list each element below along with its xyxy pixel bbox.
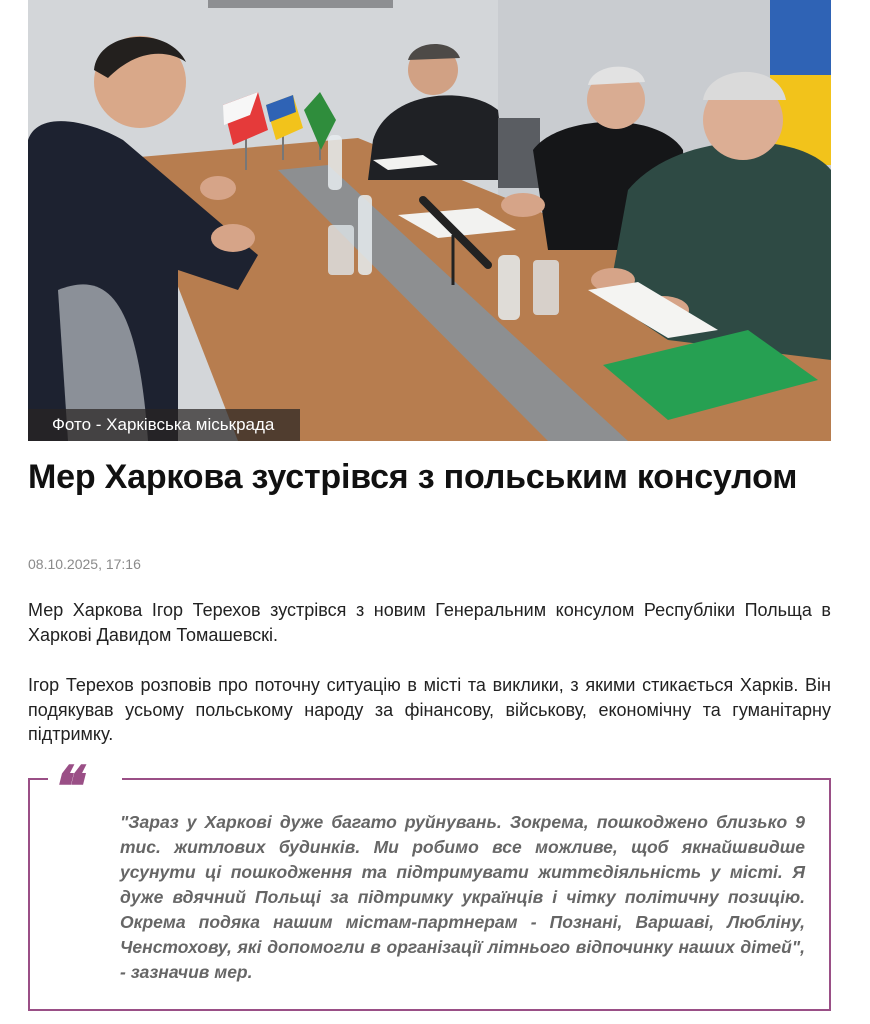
photo-caption: Фото - Харківська міськрада [28, 409, 300, 441]
article-photo [28, 0, 831, 441]
article-paragraph: Мер Харкова Ігор Терехов зустрівся з новим Генеральним консулом Республіки Польща в Харкові Давидом Томашевскі. [28, 600, 831, 645]
meeting-photo-illustration [28, 0, 831, 441]
article-title: Мер Харкова зустрівся з польським консулом [28, 458, 798, 496]
blockquote [28, 757, 831, 1011]
quote-icon: ❝ [50, 757, 81, 819]
article-paragraph: Ігор Терехов розповів про поточну ситуацію в місті та виклики, з якими стикається Харків. Він подякував усьому польському народу за фінансову, військову, економічну та гуманітарну підтримку. [28, 675, 831, 744]
quote-text: "Зараз у Харкові дуже багато руйнувань. Зокрема, пошкоджено близько 9 тис. житлових будинків. Ми робимо все можливе, щоб якнайшвидше усунути ці пошкодження та підтримувати життєдіяльність у місті. Я дуже вдячний Польщі за підтримку українців і чітку політичну позицію. Окрема подяка нашим містам-партнерам - Познані, Варшаві, Любліну, Ченстохову, які допомогли в організації літнього відпочинку наших дітей", - зазначив мер. [120, 812, 805, 982]
publish-date: 08.10.2025, 17:16 [28, 556, 141, 572]
